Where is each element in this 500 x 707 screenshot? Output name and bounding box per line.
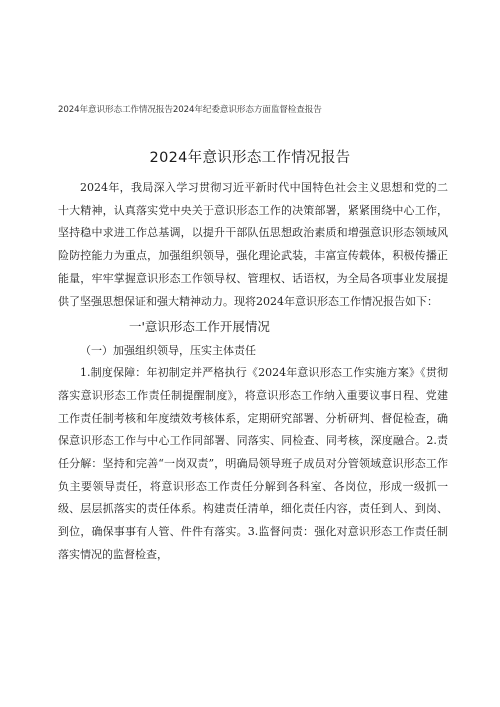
document-body [58,177,448,567]
body-paragraph: 1.制度保障：年初制定并严格执行《2024年意识形态工作实施方案》《贯彻落实意识形态工作责任制提醒制度》，将意识形态工作纳入重要议事日程、党建工作责任制考核和年度绩效考核体系，定期研究部署、分析研判、督促检查，确保意识形态工作与中心工作同部署、同落实、同检查、同考核，深度融合。2.责任分解：坚持和完善“一岗双责”，明确局领导班子成员对分管领域意识形态工作负主要领导责任，将意识形态工作责任分解到各科室、各岗位，形成一级抓一级、层层抓落实的责任体系。构建责任清单，细化责任内容，责任到人、到岗、到位，确保事事有人管、件件有落实。3.监督问责：强化对意识形态工作责任制落实情况的监督检查， [58,366,448,561]
header-title-line: 2024年意识形态工作情况报告2024年纪委意识形态方面监督检查报告 [58,105,322,115]
intro-paragraph: 2024年，我局深入学习贯彻习近平新时代中国特色社会主义思想和党的二十大精神，认真落实党中央关于意识形态工作的决策部署，紧紧围绕中心工作，坚持稳中求进工作总基调，以提升干部队伍思想政治素质和增强意识形态领域风险防控能力为重点，加强组织领导，强化理论武装，丰富宣传载体，积极传播正能量，牢牢掌握意识形态工作领导权、管理权、话语权，为全局各项事业发展提供了坚强思想保证和强大精神动力。现将2024年意识形态工作情况报告如下： [58,181,448,308]
subsection-heading: （一）加强组织领导，压实主体责任 [80,344,256,358]
section-heading: 一'意识形态工作开展情况 [129,319,270,335]
document-title: 2024年意识形态工作情况报告 [149,150,351,166]
